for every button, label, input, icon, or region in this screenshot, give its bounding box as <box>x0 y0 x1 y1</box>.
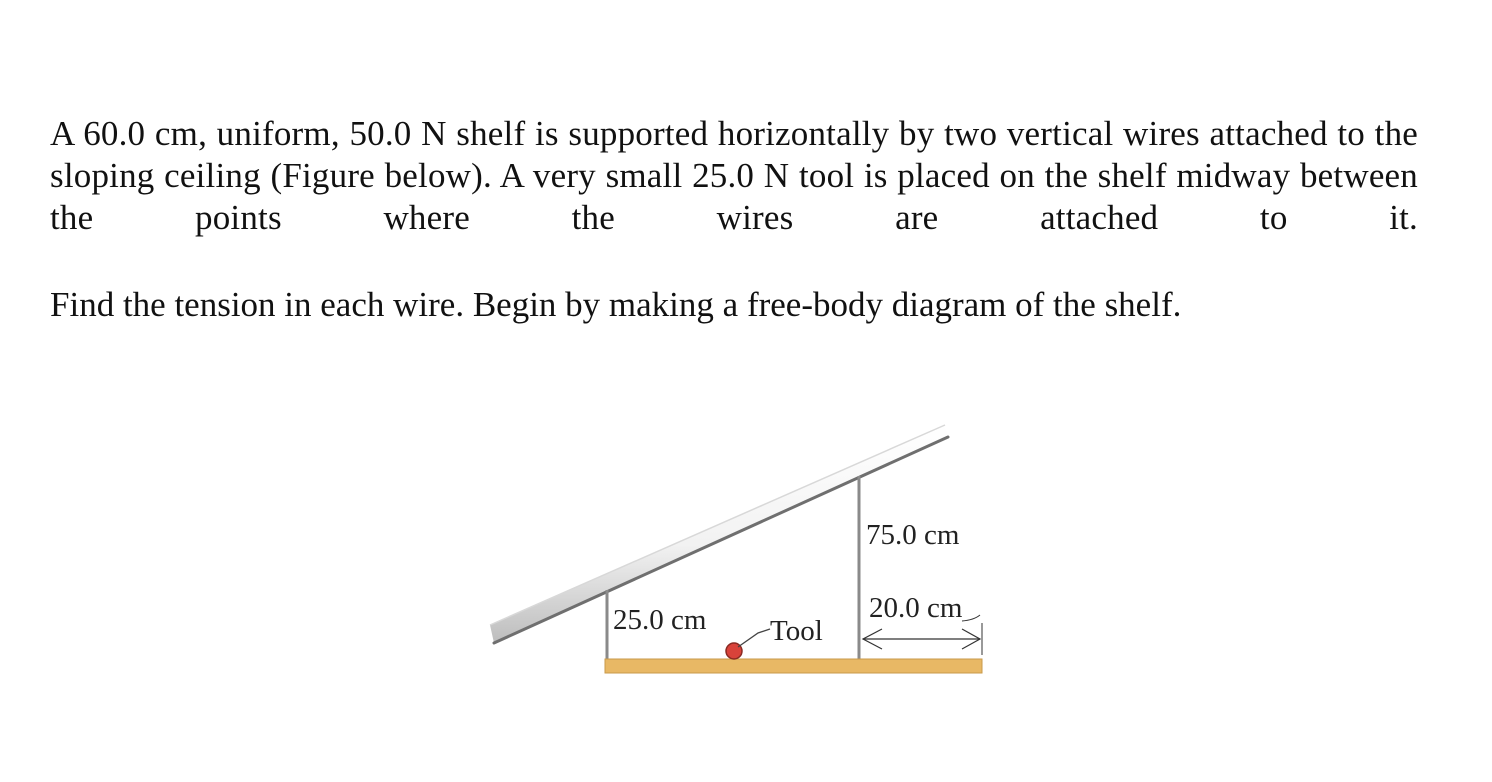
tool-leader-line <box>738 629 770 647</box>
tool <box>726 629 770 659</box>
shelf-figure <box>480 415 1010 690</box>
overhang-label: 20.0 cm <box>869 592 963 624</box>
right-wire-length-label: 75.0 cm <box>866 519 960 551</box>
problem-statement: A 60.0 cm, uniform, 50.0 N shelf is supported horizontally by two vertical wires attached to the sloping ceiling (Figure below). A very small 25.0 N tool is placed on the shelf midway between the points where the wires are attached to it. <box>50 114 1418 237</box>
shelf-diagram <box>480 415 1010 690</box>
problem-text <box>50 113 1418 239</box>
shelf <box>605 659 982 673</box>
tool-label: Tool <box>770 615 823 647</box>
overhang-leader <box>962 615 980 621</box>
problem-question: Find the tension in each wire. Begin by making a free-body diagram of the shelf. <box>50 285 1182 324</box>
left-wire-length-label: 25.0 cm <box>613 604 707 636</box>
